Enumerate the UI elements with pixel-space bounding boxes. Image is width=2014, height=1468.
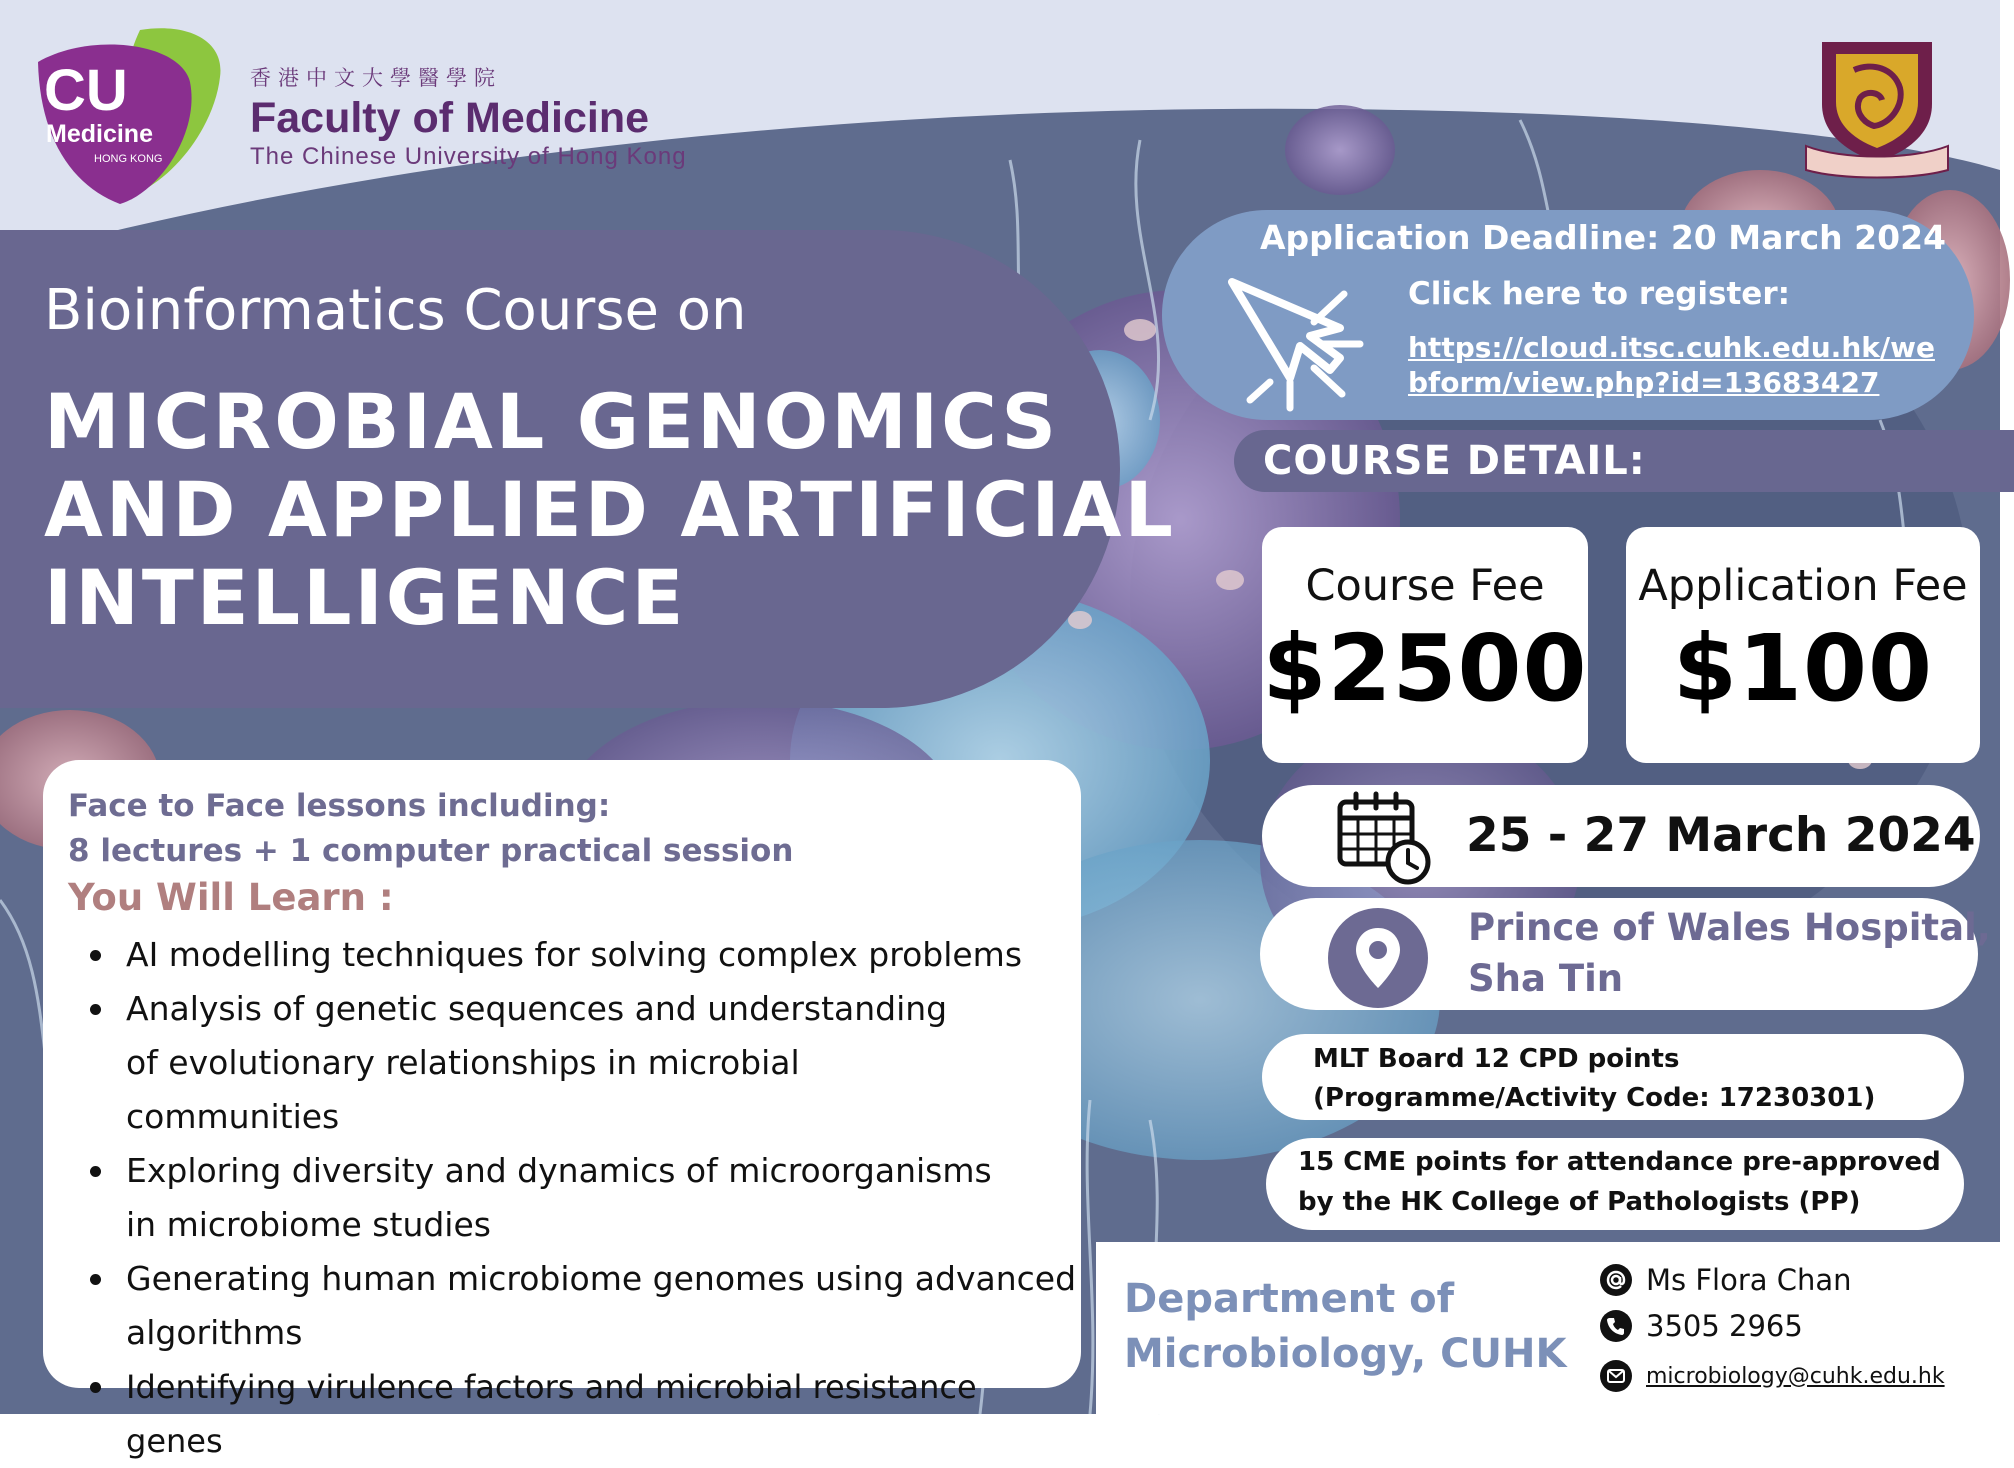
faculty-heading xyxy=(250,62,687,171)
course-detail-heading: COURSE DETAIL: xyxy=(1263,438,1646,484)
course-title xyxy=(44,378,1176,642)
department-name xyxy=(1124,1272,1566,1382)
lesson-format-line-2: 8 lectures + 1 computer practical session xyxy=(68,833,794,869)
course-title-line-1: MICROBIAL GENOMICS xyxy=(44,377,1060,466)
cpd-line-2: (Programme/Activity Code: 17230301) xyxy=(1313,1083,1876,1113)
cursor-click-icon xyxy=(1220,270,1370,410)
mail-icon xyxy=(1600,1360,1632,1392)
list-item-text: Analysis of genetic sequences and understanding of evolutionary relationships in microbial communities xyxy=(126,989,948,1136)
course-subtitle: Bioinformatics Course on xyxy=(44,278,747,343)
department-line-2: Microbiology, CUHK xyxy=(1124,1331,1567,1377)
application-deadline: Application Deadline: 20 March 2024 xyxy=(1260,218,1947,257)
faculty-chinese: 香港中文大學醫學院 xyxy=(250,66,502,90)
calendar-clock-icon xyxy=(1336,790,1432,886)
list-item xyxy=(70,1360,1080,1468)
learning-outcomes-list xyxy=(70,928,1080,1468)
venue xyxy=(1468,902,1991,1004)
lesson-format xyxy=(68,784,793,874)
cme-line-2: by the HK College of Pathologists (PP) xyxy=(1298,1187,1861,1217)
faculty-name: Faculty of Medicine xyxy=(250,94,650,142)
bullet-icon xyxy=(90,1382,101,1393)
course-title-line-3: INTELLIGENCE xyxy=(44,553,687,642)
list-item-text: AI modelling techniques for solving complex problems xyxy=(126,935,1023,974)
course-fee-amount: $2500 xyxy=(1262,615,1588,722)
bullet-icon xyxy=(90,1004,101,1015)
list-item-text: Generating human microbiome genomes using advanced algorithms xyxy=(126,1259,1077,1352)
registration-link[interactable]: https://cloud.itsc.cuhk.edu.hk/webform/view.php?id=13683427 xyxy=(1408,331,1935,399)
learn-heading: You Will Learn : xyxy=(68,876,394,919)
cme-points xyxy=(1298,1142,1941,1222)
cpd-line-1: MLT Board 12 CPD points xyxy=(1313,1044,1680,1074)
bullet-icon xyxy=(90,1274,101,1285)
list-item xyxy=(70,928,1080,982)
contact-email-link[interactable]: microbiology@cuhk.edu.hk xyxy=(1646,1363,1945,1389)
course-title-line-2: AND APPLIED ARTIFICIAL xyxy=(44,465,1176,554)
bullet-icon xyxy=(90,950,101,961)
list-item xyxy=(70,982,1080,1144)
phone-icon xyxy=(1600,1310,1632,1342)
contact-person-row xyxy=(1600,1260,1852,1300)
application-fee-label: Application Fee xyxy=(1638,561,1968,611)
application-fee-card xyxy=(1626,527,1980,763)
list-item xyxy=(70,1144,1080,1252)
list-item-text: Exploring diversity and dynamics of microorganisms in microbiome studies xyxy=(126,1151,992,1244)
department-line-1: Department of xyxy=(1124,1276,1455,1322)
course-dates: 25 - 27 March 2024 xyxy=(1466,808,1976,863)
contact-email-row xyxy=(1600,1356,1945,1396)
contact-phone[interactable]: 3505 2965 xyxy=(1646,1309,1803,1343)
cu-medicine-logo-icon xyxy=(30,22,220,212)
location-pin-icon xyxy=(1328,908,1428,1008)
logo-medicine-text: Medicine xyxy=(46,120,153,148)
course-fee-label: Course Fee xyxy=(1305,561,1545,611)
venue-line-2: Sha Tin xyxy=(1468,957,1624,1000)
list-item xyxy=(70,1252,1080,1360)
at-sign-icon xyxy=(1600,1264,1632,1296)
lesson-format-line-1: Face to Face lessons including: xyxy=(68,788,611,824)
contact-phone-row xyxy=(1600,1306,1803,1346)
bullet-icon xyxy=(90,1166,101,1177)
application-fee-amount: $100 xyxy=(1672,615,1934,722)
register-prompt: Click here to register: xyxy=(1408,276,1791,312)
cuhk-crest-icon xyxy=(1802,34,1952,180)
venue-line-1: Prince of Wales Hospital, xyxy=(1468,906,1991,949)
contact-person: Ms Flora Chan xyxy=(1646,1263,1852,1297)
course-fee-card xyxy=(1262,527,1588,763)
logo-hk-text: HONG KONG xyxy=(94,153,163,165)
list-item-text: Identifying virulence factors and microbial resistance genes xyxy=(126,1368,977,1460)
logo-cu-text: CU xyxy=(44,58,128,123)
cme-line-1: 15 CME points for attendance pre-approved xyxy=(1298,1147,1941,1177)
cpd-points xyxy=(1313,1040,1875,1118)
university-name: The Chinese University of Hong Kong xyxy=(250,143,687,170)
